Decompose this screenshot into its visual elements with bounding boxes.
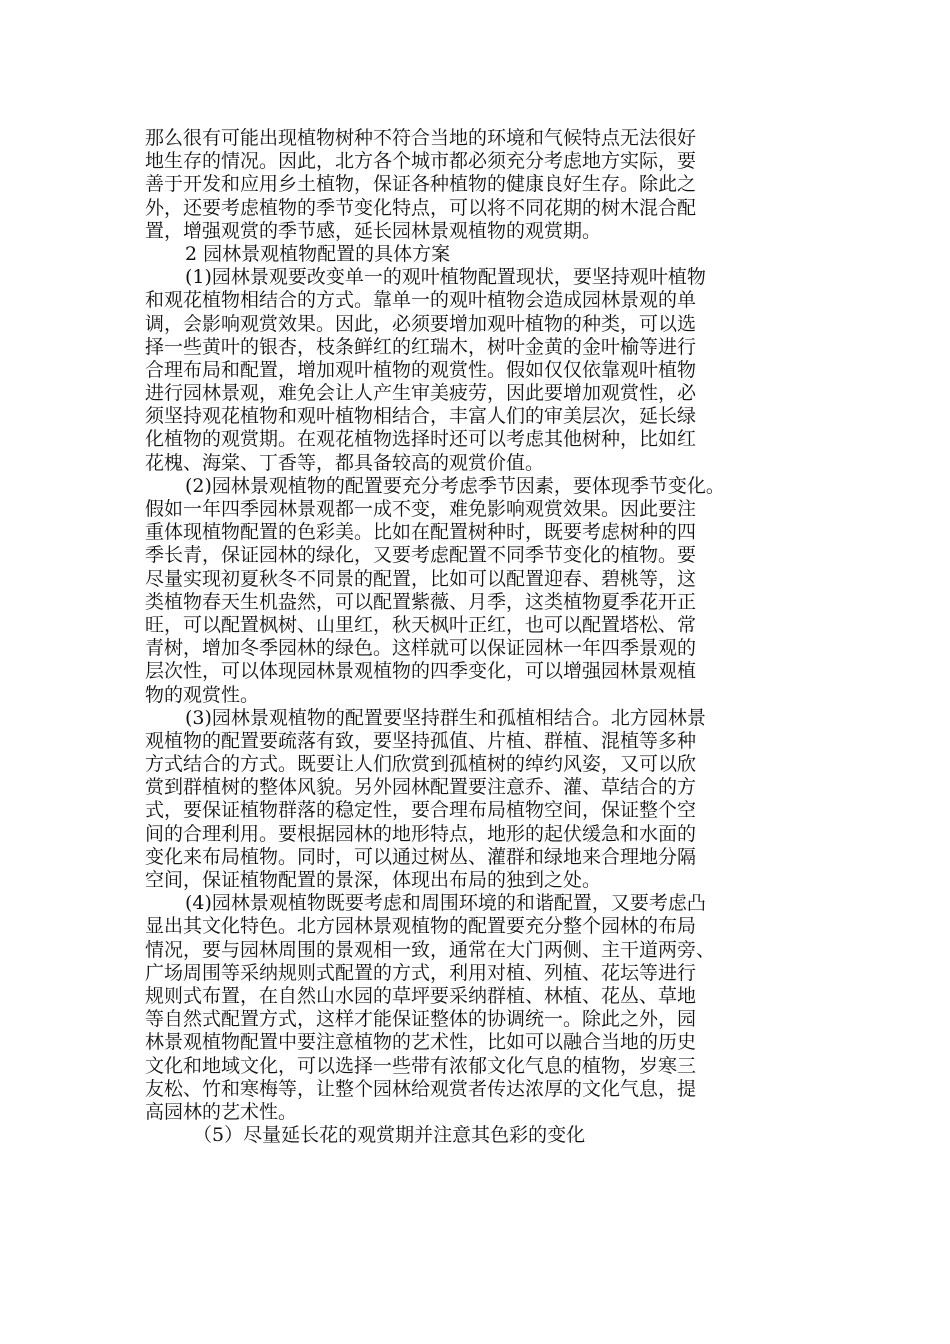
text-line: 花槐、海棠、丁香等，都具备较高的观赏价值。	[145, 451, 545, 474]
text-line: 那么很有可能出现植物树种不符合当地的环境和气候特点无法很好	[145, 127, 697, 149]
text-line: 广场周围等采纳规则式配置的方式，利用对植、列植、花坛等进行	[145, 961, 697, 984]
text-line: 友松、竹和寒梅等，让整个园林给观赏者传达浓厚的文化气息，提	[145, 1077, 697, 1100]
text-line: 林景观植物配置中要注意植物的艺术性，比如可以融合当地的历史	[145, 1031, 697, 1054]
text-line: (2)园林景观植物的配置要充分考虑季节因素，要体现季节变化。	[185, 474, 725, 497]
text-line: 尽量实现初夏秋冬不同景的配置，比如可以配置迎春、碧桃等，这	[145, 567, 697, 590]
text-line: 2 园林景观植物配置的具体方案	[185, 242, 451, 265]
text-line: 和观花植物相结合的方式。靠单一的观叶植物会造成园林景观的单	[145, 289, 697, 312]
text-line: 合理布局和配置，增加观叶植物的观赏性。假如仅仅依靠观叶植物	[145, 358, 697, 381]
text-line: 外，还要考虑植物的季节变化特点，可以将不同花期的树木混合配	[145, 196, 697, 219]
text-line: 调，会影响观赏效果。因此，必须要增加观叶植物的种类，可以选	[145, 312, 697, 335]
text-line: 等自然式配置方式，这样才能保证整体的协调统一。除此之外，园	[145, 1008, 697, 1031]
text-line: 化植物的观赏期。在观花植物选择时还可以考虑其他树种，比如红	[145, 428, 697, 451]
text-line: 高园林的艺术性。	[145, 1100, 298, 1123]
text-line: 显出其文化特色。北方园林景观植物的配置要充分整个园林的布局	[145, 915, 697, 938]
text-line: 青树，增加冬季园林的绿色。这样就可以保证园林一年四季景观的	[145, 637, 697, 660]
text-line: 赏到群植树的整体风貌。另外园林配置要注意乔、灌、草结合的方	[145, 776, 697, 799]
text-line: 置，增强观赏的季节感，延长园林景观植物的观赏期。	[145, 219, 602, 242]
text-line: 进行园林景观，难免会让人产生审美疲劳，因此要增加观赏性，必	[145, 382, 697, 405]
text-line: 情况，要与园林周围的景观相一致，通常在大门两侧、主干道两旁、	[145, 938, 716, 961]
text-line: 变化来布局植物。同时，可以通过树丛、灌群和绿地来合理地分隔	[145, 845, 697, 868]
text-line: (1)园林景观要改变单一的观叶植物配置现状，要坚持观叶植物	[185, 266, 706, 289]
text-line: (3)园林景观植物的配置要坚持群生和孤植相结合。北方园林景	[185, 706, 706, 729]
text-line: 间的合理利用。要根据园林的地形特点，地形的起伏缓急和水面的	[145, 822, 697, 845]
text-line: 空间，保证植物配置的景深，体现出布局的独到之处。	[145, 869, 602, 891]
text-line: 择一些黄叶的银杏，枝条鲜红的红瑞木，树叶金黄的金叶榆等进行	[145, 335, 697, 358]
text-line: 重体现植物配置的色彩美。比如在配置树种时，既要考虑树种的四	[145, 521, 697, 544]
text-line: (4)园林景观植物既要考虑和周围环境的和谐配置，又要考虑凸	[185, 892, 706, 915]
text-line: 观植物的配置要疏落有致，要坚持孤值、片植、群植、混植等多种	[145, 729, 697, 752]
text-column	[145, 127, 820, 1147]
text-line: 假如一年四季园林景观都一成不变，难免影响观赏效果。因此要注	[145, 498, 697, 520]
text-line: 旺，可以配置枫树、山里红，秋天枫叶正红，也可以配置塔松、常	[145, 613, 697, 636]
text-line: 式，要保证植物群落的稳定性，要合理布局植物空间，保证整个空	[145, 799, 697, 822]
text-line: 物的观赏性。	[145, 683, 260, 706]
text-line: 方式结合的方式。既要让人们欣赏到孤植树的绰约风姿，又可以欣	[145, 753, 697, 776]
text-line: （5）尽量延长花的观赏期并注意其色彩的变化	[193, 1124, 586, 1147]
text-line: 善于开发和应用乡土植物，保证各种植物的健康良好生存。除此之	[145, 173, 697, 196]
text-line: 地生存的情况。因此，北方各个城市都必须充分考虑地方实际，要	[145, 150, 697, 173]
text-line: 层次性，可以体现园林景观植物的四季变化，可以增强园林景观植	[145, 660, 697, 683]
text-line: 文化和地域文化，可以选择一些带有浓郁文化气息的植物，岁寒三	[145, 1054, 697, 1077]
text-line: 类植物春天生机盎然，可以配置紫薇、月季，这类植物夏季花开正	[145, 590, 697, 613]
text-line: 规则式布置，在自然山水园的草坪要采纳群植、林植、花丛、草地	[145, 984, 697, 1007]
text-line: 季长青，保证园林的绿化，又要考虑配置不同季节变化的植物。要	[145, 544, 697, 567]
text-line: 须坚持观花植物和观叶植物相结合，丰富人们的审美层次，延长绿	[145, 405, 697, 428]
document-body	[145, 127, 820, 1147]
